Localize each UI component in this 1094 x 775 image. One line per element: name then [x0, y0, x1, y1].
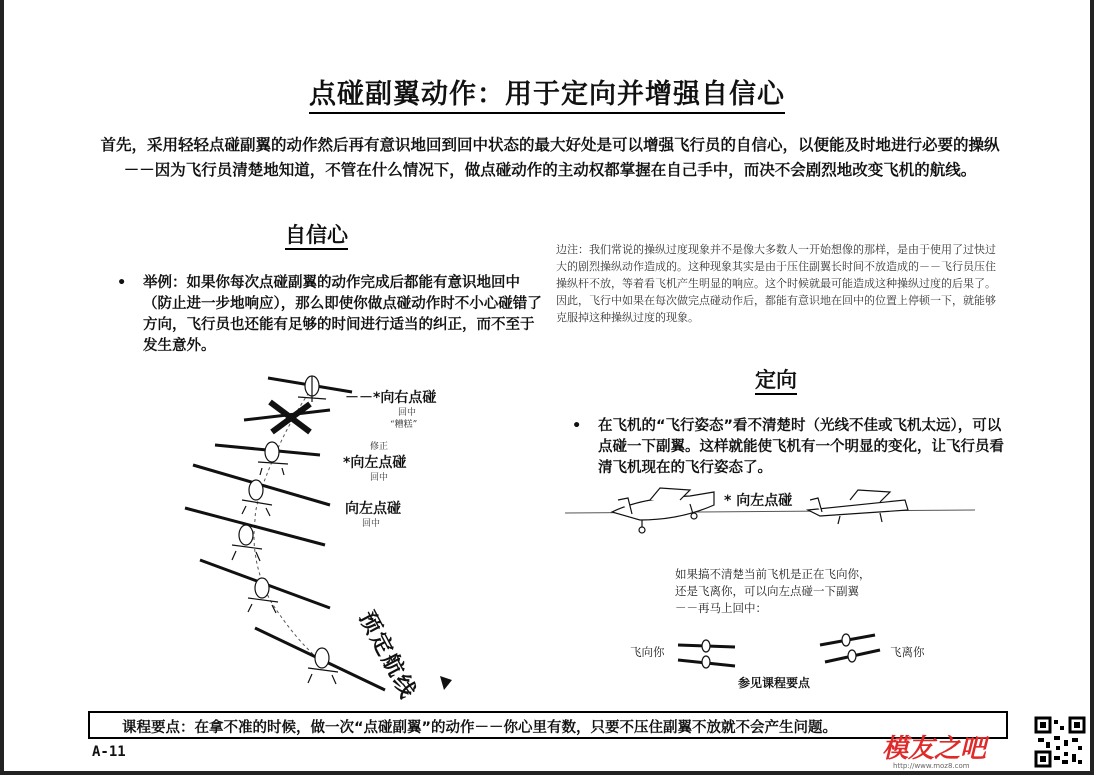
orientation-note-line: 还是飞离你，可以向左点碰一下副翼	[675, 584, 859, 598]
oops-label: “糟糕”	[390, 420, 418, 430]
plane-icon	[268, 376, 352, 402]
crossed-plane-icon	[244, 402, 330, 432]
qr-code-icon	[1034, 716, 1086, 768]
see-key-points-label: 参见课程要点	[738, 676, 811, 690]
bullet-dot: •	[117, 275, 127, 291]
tap-right-label: －－*向右点碰	[345, 390, 437, 406]
watermark-url: http://www.moz8.com	[893, 762, 970, 770]
bullet-dot: •	[572, 418, 582, 434]
confidence-heading: 自信心	[285, 222, 348, 250]
orientation-heading: 定向	[755, 367, 797, 395]
center-label: 回中	[370, 473, 389, 483]
route-arrow-icon	[440, 676, 452, 690]
away-plane-icon	[820, 634, 880, 662]
intro-paragraph: 首先，采用轻轻点碰副翼的动作然后再有意识地回到回中状态的最大好处是可以增强飞行员的自信心，以便能及时地进行必要的操纵－－因为飞行员清楚地知道，不管在什么情况下，做点碰动作的主动权都掌握在自己手中，而决不会剧烈地改变飞机的航线。	[100, 136, 1000, 179]
plane-icon	[200, 560, 330, 613]
planned-route-label: 预定航线	[353, 607, 421, 704]
tap-left-label: 向左点碰	[345, 501, 401, 517]
center-label: 回中	[362, 519, 381, 529]
side-note: 边注：我们常说的操纵过度现象并不是像大多数人一开始想像的那样，是由于使用了过快过大的剧烈操纵动作造成的。这种现象其实是由于压住副翼长时间不放造成的－－飞行员压住操纵杆不放，等着看飞机产生明显的响应。这个时候就最可能造成这种操纵过度的后果了。因此，飞行中如果在每次做完点碰动作后，都能有意识地在回中的位置上停顿一下，就能够克服掉这种操纵过度的现象。	[556, 243, 996, 324]
toward-label: 飞向你	[630, 645, 665, 659]
plane-icon	[193, 465, 330, 516]
orientation-note-line: 如果搞不清楚当前飞机是正在飞向你，	[675, 567, 871, 581]
correct-label: 修正	[370, 442, 389, 452]
center-label: 回中	[398, 408, 417, 418]
away-label: 飞离你	[890, 645, 925, 659]
plane-icon	[215, 442, 320, 475]
orientation-note-line: －－再马上回中：	[675, 601, 767, 615]
orientation-bullet-text: 在飞机的“飞行姿态”看不清楚时（光线不佳或飞机太远），可以点碰一下副翼。这样就能使飞机有一个明显的变化，让飞行员看清飞机现在的飞行姿态了。	[598, 418, 1004, 476]
side-plane-icon	[808, 490, 908, 524]
tap-left-label: *向左点碰	[343, 455, 407, 471]
key-point-text: 课程要点：在拿不准的时候，做一次“点碰副翼”的动作－－你心里有数，只要不压住副翼不放就不会产生问题。	[122, 720, 838, 736]
confidence-bullet-text: 举例：如果你每次点碰副翼的动作完成后都能有意识地回中（防止进一步地响应），那么即使你做点碰动作时不小心碰错了方向，飞行员也还能有足够的时间进行适当的纠正，而不至于发生意外。	[143, 275, 542, 354]
toward-plane-icon	[678, 640, 735, 668]
page-title-text: 点碰副翼动作：用于定向并增强自信心	[309, 79, 785, 114]
page-number: A-11	[92, 744, 126, 760]
watermark-logo: 模友之吧	[882, 734, 987, 764]
side-plane-icon	[612, 488, 714, 533]
flight-path-line	[254, 388, 325, 665]
tap-left-label: * 向左点碰	[724, 493, 793, 509]
